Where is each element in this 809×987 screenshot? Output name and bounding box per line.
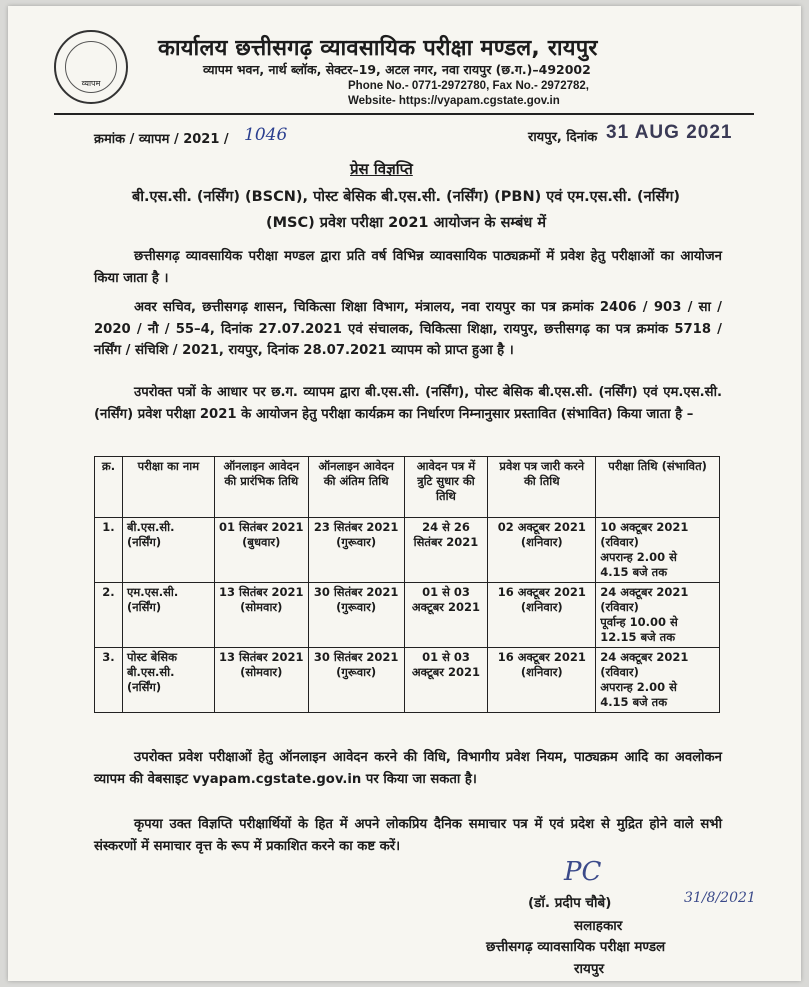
start-date: 13 सितंबर 2021 bbox=[218, 650, 304, 664]
admit-day: (शनिवार) bbox=[520, 535, 563, 549]
office-address: व्यापम भवन, नार्थ ब्लॉक, सेक्टर–19, अटल नगर, नवा रायपुर (छ.ग.)–492002 bbox=[203, 62, 591, 77]
cell-admit-date bbox=[488, 583, 596, 648]
cell-end-date bbox=[308, 583, 404, 648]
exam-date: 10 अक्टूबर 2021 bbox=[600, 520, 689, 534]
header-start-date: ऑनलाइन आवेदन की प्रारंभिक तिथि bbox=[214, 457, 308, 518]
signatory-city: रायपुर bbox=[574, 961, 605, 977]
office-website: Website- https://vyapam.cgstate.gov.in bbox=[348, 95, 560, 107]
admit-date: 16 अक्टूबर 2021 bbox=[497, 585, 586, 599]
exam-time-from: पूर्वान्ह 10.00 से bbox=[600, 615, 678, 629]
admit-date: 16 अक्टूबर 2021 bbox=[497, 650, 586, 664]
end-date: 30 सितंबर 2021 bbox=[313, 585, 399, 599]
correction-date: 01 से 03 bbox=[422, 585, 470, 599]
exam-time-to: 4.15 बजे तक bbox=[600, 565, 668, 579]
place-date-label: रायपुर, दिनांक bbox=[528, 130, 598, 145]
end-day: (गुरूवार) bbox=[336, 535, 377, 549]
subject-line-2: (MSC) प्रवेश परीक्षा 2021 आयोजन के सम्बंध में bbox=[265, 215, 547, 231]
cell-exam-name: एम.एस.सी. (नर्सिंग) bbox=[122, 583, 214, 648]
correction-date: 01 से 03 bbox=[422, 650, 470, 664]
paragraph-schedule-intro: उपरोक्त पत्रों के आधार पर छ.ग. व्यापम द्वारा बी.एस.सी. (नर्सिंग), पोस्ट बेसिक बी.एस.सी. (नर्सिंग) एवं एम.एस.सी. (नर्सिंग) प्रवेश परीक्षा 2021 के आयोजन हेतु परीक्षा कार्यक्रम का निर्धारण निम्नानुसार प्रस्तावित (संभावित) किया जाता है – bbox=[94, 385, 722, 422]
signatory-designation: सलाहकार bbox=[574, 918, 623, 934]
exam-day: (रविवार) bbox=[600, 600, 639, 614]
subject-heading bbox=[86, 184, 726, 236]
correction-month: अक्टूबर 2021 bbox=[411, 665, 481, 679]
cell-correction-date bbox=[404, 583, 488, 648]
document-page bbox=[8, 6, 801, 981]
exam-date: 24 अक्टूबर 2021 bbox=[600, 650, 689, 664]
signature-date: 31/8/2021 bbox=[684, 890, 756, 906]
start-date: 01 सितंबर 2021 bbox=[218, 520, 304, 534]
exam-day: (रविवार) bbox=[600, 535, 639, 549]
date-stamp: 31 AUG 2021 bbox=[606, 122, 733, 143]
cell-start-date bbox=[214, 518, 308, 583]
admit-day: (शनिवार) bbox=[520, 665, 563, 679]
paragraph-website-info: उपरोक्त प्रवेश परीक्षाओं हेतु ऑनलाइन आवेदन करने की विधि, विभागीय प्रवेश नियम, पाठ्यक्रम आदि का अवलोकन व्यापम की वेबसाइट vyapam.cgstate.gov.in पर किया जा सकता है। bbox=[94, 750, 722, 787]
end-day: (गुरूवार) bbox=[336, 665, 377, 679]
cell-start-date bbox=[214, 583, 308, 648]
cell-admit-date bbox=[488, 518, 596, 583]
signatory-name: (डॉ. प्रदीप चौबे) bbox=[528, 895, 612, 911]
header-divider bbox=[54, 113, 754, 115]
cell-correction-date bbox=[404, 648, 488, 713]
table-header-row bbox=[95, 457, 720, 518]
press-release-title: प्रेस विज्ञप्ति bbox=[350, 160, 413, 178]
paragraph-intro: छत्तीसगढ़ व्यावसायिक परीक्षा मण्डल द्वारा प्रति वर्ष विभिन्न व्यावसायिक पाठ्यक्रमों में प्रवेश हेतु परीक्षाओं का आयोजन किया जाता है । bbox=[94, 249, 722, 286]
end-date: 30 सितंबर 2021 bbox=[313, 650, 399, 664]
cell-exam-name: पोस्ट बेसिक बी.एस.सी. (नर्सिंग) bbox=[122, 648, 214, 713]
subject-line-1: बी.एस.सी. (नर्सिंग) (BSCN), पोस्ट बेसिक बी.एस.सी. (नर्सिंग) (PBN) एवं एम.एस.सी. (नर्सिंग) bbox=[131, 189, 681, 205]
exam-time-to: 12.15 बजे तक bbox=[600, 630, 676, 644]
vyapam-logo bbox=[54, 30, 128, 104]
start-day: (सोमवार) bbox=[240, 665, 283, 679]
paragraph-publish-request: कृपया उक्त विज्ञप्ति परीक्षार्थियों के हित में अपने लोकप्रिय दैनिक समाचार पत्र में एवं प्रदेश से मुद्रित होने वाले सभी संस्करणों में समाचार वृत्त के रूप में प्रकाशित करने का कष्ट करें। bbox=[94, 817, 722, 854]
cell-exam-name: बी.एस.सी. (नर्सिंग) bbox=[122, 518, 214, 583]
signature-initials: PC bbox=[564, 857, 602, 887]
exam-schedule-table bbox=[94, 456, 720, 713]
exam-time-to: 4.15 बजे तक bbox=[600, 695, 668, 709]
header-exam-date: परीक्षा तिथि (संभावित) bbox=[596, 457, 720, 518]
cell-end-date bbox=[308, 648, 404, 713]
cell-end-date bbox=[308, 518, 404, 583]
exam-date: 24 अक्टूबर 2021 bbox=[600, 585, 689, 599]
header-end-date: ऑनलाइन आवेदन की अंतिम तिथि bbox=[308, 457, 404, 518]
end-day: (गुरूवार) bbox=[336, 600, 377, 614]
table-row bbox=[95, 648, 720, 713]
signatory-office: छत्तीसगढ़ व्यावसायिक परीक्षा मण्डल bbox=[486, 939, 666, 955]
start-date: 13 सितंबर 2021 bbox=[218, 585, 304, 599]
cell-serial: 2. bbox=[95, 583, 123, 648]
admit-day: (शनिवार) bbox=[520, 600, 563, 614]
logo-text: व्यापम bbox=[81, 79, 101, 88]
cell-exam-date bbox=[596, 583, 720, 648]
exam-time-from: अपरान्ह 2.00 से bbox=[600, 550, 677, 564]
correction-date: 24 से 26 bbox=[422, 520, 470, 534]
exam-day: (रविवार) bbox=[600, 665, 639, 679]
cell-serial: 3. bbox=[95, 648, 123, 713]
cell-exam-date bbox=[596, 518, 720, 583]
cell-start-date bbox=[214, 648, 308, 713]
table-row bbox=[95, 518, 720, 583]
reference-number-handwritten: 1046 bbox=[244, 125, 288, 145]
cell-correction-date bbox=[404, 518, 488, 583]
start-day: (बुधवार) bbox=[242, 535, 281, 549]
correction-month: अक्टूबर 2021 bbox=[411, 600, 481, 614]
cell-serial: 1. bbox=[95, 518, 123, 583]
admit-date: 02 अक्टूबर 2021 bbox=[497, 520, 586, 534]
cell-admit-date bbox=[488, 648, 596, 713]
header-serial: क्र. bbox=[95, 457, 123, 518]
exam-time-from: अपरान्ह 2.00 से bbox=[600, 680, 677, 694]
end-date: 23 सितंबर 2021 bbox=[313, 520, 399, 534]
office-title: कार्यालय छत्तीसगढ़ व्यावसायिक परीक्षा मण्डल, रायपुर bbox=[158, 36, 598, 61]
paragraph-letters: अवर सचिव, छत्तीसगढ़ शासन, चिकित्सा शिक्षा विभाग, मंत्रालय, नवा रायपुर का पत्र क्रमांक 2406 / 903 / सा / 2020 / नौ / 55–4, दिनांक 27.07.2021 एवं संचालक, चिकित्सा शिक्षा, रायपुर, छत्तीसगढ़ का पत्र क्रमांक 5718 / नर्सिंग / संचिशि / 2021, रायपुर, दिनांक 28.07.2021 व्यापम को प्राप्त हुआ है । bbox=[94, 300, 722, 358]
office-phone-fax: Phone No.- 0771-2972780, Fax No.- 2972782, bbox=[348, 80, 589, 92]
correction-month: सितंबर 2021 bbox=[413, 535, 479, 549]
reference-number: क्रमांक / व्यापम / 2021 / bbox=[94, 132, 229, 147]
header-admit-card-date: प्रवेश पत्र जारी करने की तिथि bbox=[488, 457, 596, 518]
cell-exam-date bbox=[596, 648, 720, 713]
table-row bbox=[95, 583, 720, 648]
header-correction-date: आवेदन पत्र में त्रुटि सुधार की तिथि bbox=[404, 457, 488, 518]
start-day: (सोमवार) bbox=[240, 600, 283, 614]
header-exam-name: परीक्षा का नाम bbox=[122, 457, 214, 518]
